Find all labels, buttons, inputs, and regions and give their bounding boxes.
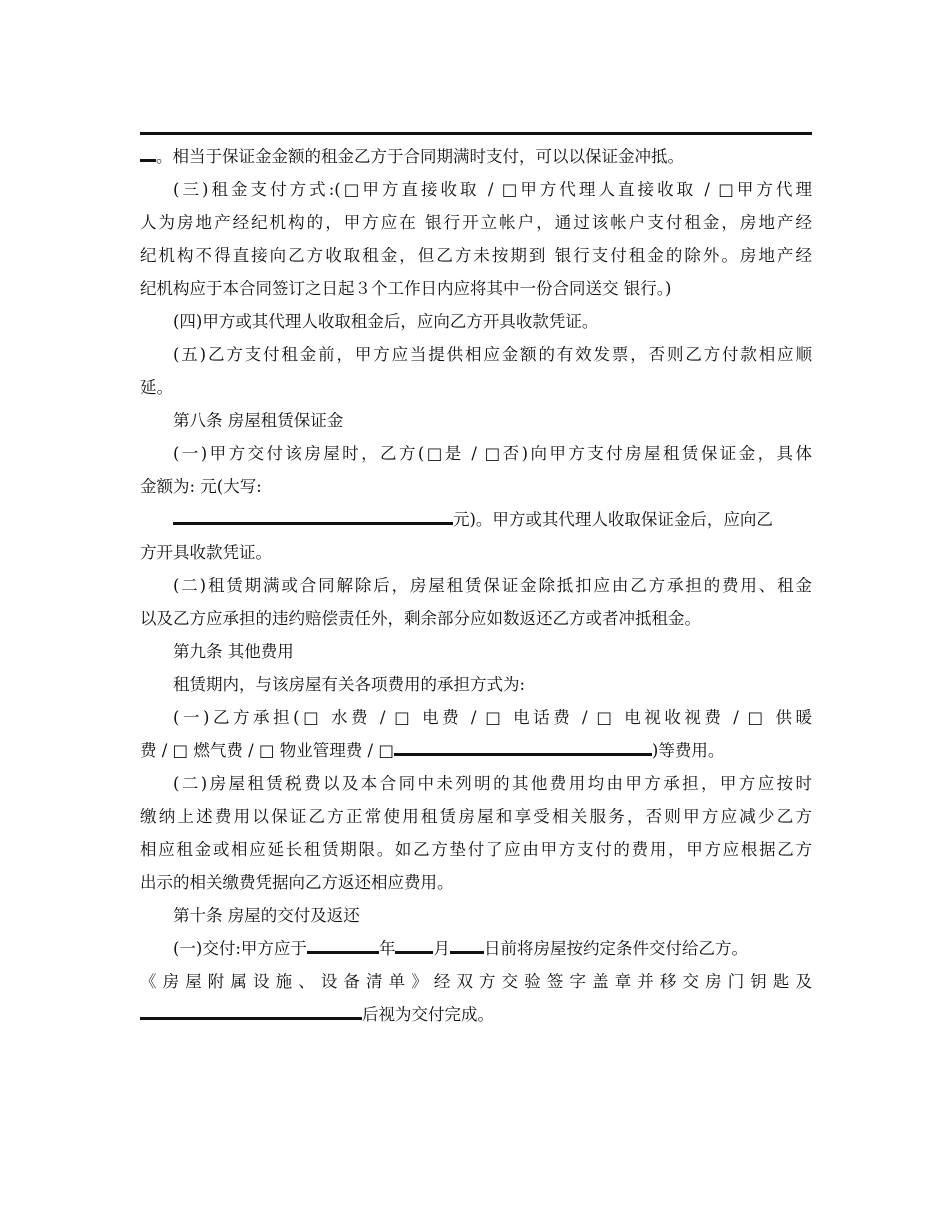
fees-clause-2-line1: (二)房屋租赁税费以及本合同中未列明的其他费用均由甲方承担，甲方应按时 xyxy=(173,774,812,793)
blank-underline-full xyxy=(140,112,812,135)
blank-underline xyxy=(140,151,156,162)
article-9-title: 第九条 其他费用 xyxy=(173,642,294,661)
invoice-clause-line2: 延。 xyxy=(140,378,173,397)
intro-paragraph: 。相当于保证金金额的租金乙方于合同期满时支付，可以以保证金冲抵。 xyxy=(140,140,812,173)
fees-clause-1-line2: 费 / □ 燃气费 / □ 物业管理费 / □ )等费用。 xyxy=(140,741,725,760)
rent-payment-clause-line2: 人为房地产经纪机构的，甲方应在 银行开立帐户，通过该帐户支付租金，房地产经 xyxy=(140,213,812,232)
fees-clause-2-line4: 出示的相关缴费凭据向乙方返还相应费用。 xyxy=(140,873,454,892)
rent-payment-clause-line4: 纪机构应于本合同签订之日起３个工作日内应将其中一份合同送交 银行。) xyxy=(140,279,672,298)
receipt-clause: (四)甲方或其代理人收取租金后，应向乙方开具收款凭证。 xyxy=(173,312,599,331)
deposit-clause-1-line4: 方开具收款凭证。 xyxy=(140,543,272,562)
fees-clause-2-line3: 相应租金或相应延长租赁期限。如乙方垫付了应由甲方支付的费用，甲方应根据乙方 xyxy=(140,840,812,859)
deposit-clause-1-line2: 金额为: 元(大写: xyxy=(140,477,262,496)
blank-underline xyxy=(395,943,433,954)
rent-payment-clause-line1: (三)租金支付方式:(□甲方直接收取 / □甲方代理人直接收取 / □甲方代理 xyxy=(173,180,812,199)
blank-underline xyxy=(450,943,484,954)
fees-clause-1-line1: (一)乙方承担(□ 水费 / □ 电费 / □ 电话费 / □ 电视收视费 / □ 供暖 xyxy=(173,708,812,727)
blank-underline xyxy=(307,943,379,954)
blank-underline xyxy=(173,514,453,525)
delivery-clause-line3: 后视为交付完成。 xyxy=(140,998,812,1031)
deposit-clause-2-line1: (二)租赁期满或合同解除后，房屋租赁保证金除抵扣应由乙方承担的费用、租金 xyxy=(173,576,812,595)
delivery-clause-line1: (一)交付:甲方应于 年 月 日前将房屋按约定条件交付给乙方。 xyxy=(173,939,748,958)
deposit-clause-1-line1: (一)甲方交付该房屋时，乙方(□是 / □否)向甲方支付房屋租赁保证金，具体 xyxy=(173,444,812,463)
blank-underline xyxy=(140,1009,362,1020)
rent-payment-clause-line3: 纪机构不得直接向乙方收取租金，但乙方未按期到 银行支付租金的除外。房地产经 xyxy=(140,246,812,265)
fees-clause-2-line2: 缴纳上述费用以保证乙方正常使用租赁房屋和享受相关服务，否则甲方应减少乙方 xyxy=(140,807,812,826)
article-10-title: 第十条 房屋的交付及返还 xyxy=(173,906,360,925)
blank-underline xyxy=(394,745,652,756)
contract-page xyxy=(140,112,812,1031)
article-8-title: 第八条 房屋租赁保证金 xyxy=(173,411,344,430)
fees-intro: 租赁期内，与该房屋有关各项费用的承担方式为: xyxy=(173,675,526,694)
invoice-clause-line1: (五)乙方支付租金前，甲方应当提供相应金额的有效发票，否则乙方付款相应顺 xyxy=(173,345,812,364)
deposit-clause-1-line3: 元)。甲方或其代理人收取保证金后，应向乙 xyxy=(140,503,812,536)
deposit-clause-2-line2: 以及乙方应承担的违约赔偿责任外，剩余部分应如数返还乙方或者冲抵租金。 xyxy=(140,609,701,628)
delivery-clause-line2: 《房屋附属设施、设备清单》经双方交验签字盖章并移交房门钥匙及 xyxy=(140,972,812,991)
